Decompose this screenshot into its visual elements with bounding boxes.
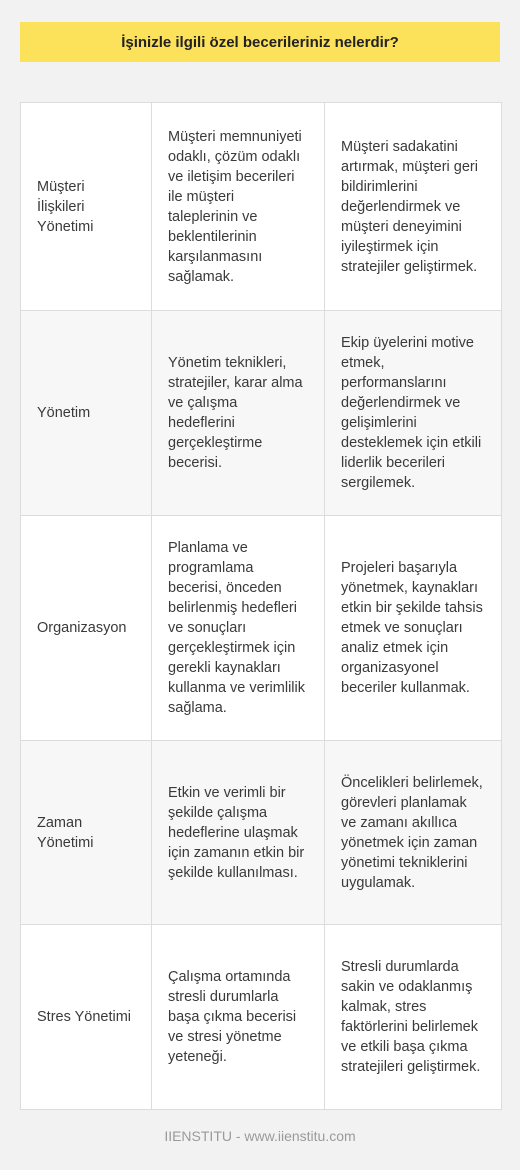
skill-usage-cell: Projeleri başarıyla yönetmek, kaynakları etkin bir şekilde tahsis etmek ve sonuçları analiz etmek için organizasyonel beceriler kullanmak.: [324, 516, 499, 740]
skill-description-cell: Çalışma ortamında stresli durumlarla başa çıkma becerisi ve stresi yönetme yeteneği.: [151, 925, 324, 1109]
skill-usage-cell: Müşteri sadakatini artırmak, müşteri geri bildirimlerini değerlendirmek ve müşteri deneyimini iyileştirmek için stratejiler geliştirmek.: [324, 103, 499, 310]
table-row: [21, 310, 501, 515]
skill-name-cell: Müşteri İlişkileri Yönetimi: [37, 178, 94, 235]
skill-name-cell: Zaman Yönetimi: [37, 814, 94, 851]
skill-description-cell: Etkin ve verimli bir şekilde çalışma hedeflerine ulaşmak için zamanın etkin bir şekilde kullanılması.: [151, 741, 324, 924]
footer-credit: IIENSTITU - www.iienstitu.com: [164, 1128, 356, 1144]
skill-name-cell: Yönetim: [37, 405, 91, 421]
skill-usage-cell: Öncelikleri belirlemek, görevleri planlamak ve zamanı akıllıca yönetmek için zaman yönetimi tekniklerini uygulamak.: [324, 741, 499, 924]
skill-name-cell: Stres Yönetimi: [37, 1009, 132, 1025]
skill-description-cell: Planlama ve programlama becerisi, önceden belirlenmiş hedefleri ve sonuçları gerçekleştirmek için gerekli kaynakları kullanma ve verimlilik sağlama.: [151, 516, 324, 740]
table-row: [21, 515, 501, 740]
table-row: [21, 103, 501, 310]
table-row: [21, 924, 501, 1109]
table-row: [21, 740, 501, 924]
skill-usage-cell: Stresli durumlarda sakin ve odaklanmış kalmak, stres faktörlerini belirlemek ve etkili başa çıkma stratejileri geliştirmek.: [324, 925, 499, 1109]
skill-name-cell: Organizasyon: [37, 620, 127, 636]
page-title: İşinizle ilgili özel becerileriniz nelerdir?: [20, 22, 500, 62]
skills-table: [20, 102, 502, 1110]
skill-usage-cell: Ekip üyelerini motive etmek, performanslarını değerlendirmek ve gelişimlerini desteklemek için etkili liderlik becerileri sergilemek.: [324, 311, 499, 515]
skill-description-cell: Yönetim teknikleri, stratejiler, karar alma ve çalışma hedeflerini gerçekleştirme becerisi.: [151, 311, 324, 515]
skill-description-cell: Müşteri memnuniyeti odaklı, çözüm odaklı ve iletişim becerileri ile müşteri taleplerinin ve beklentilerinin karşılanmasını sağlamak.: [151, 103, 324, 310]
